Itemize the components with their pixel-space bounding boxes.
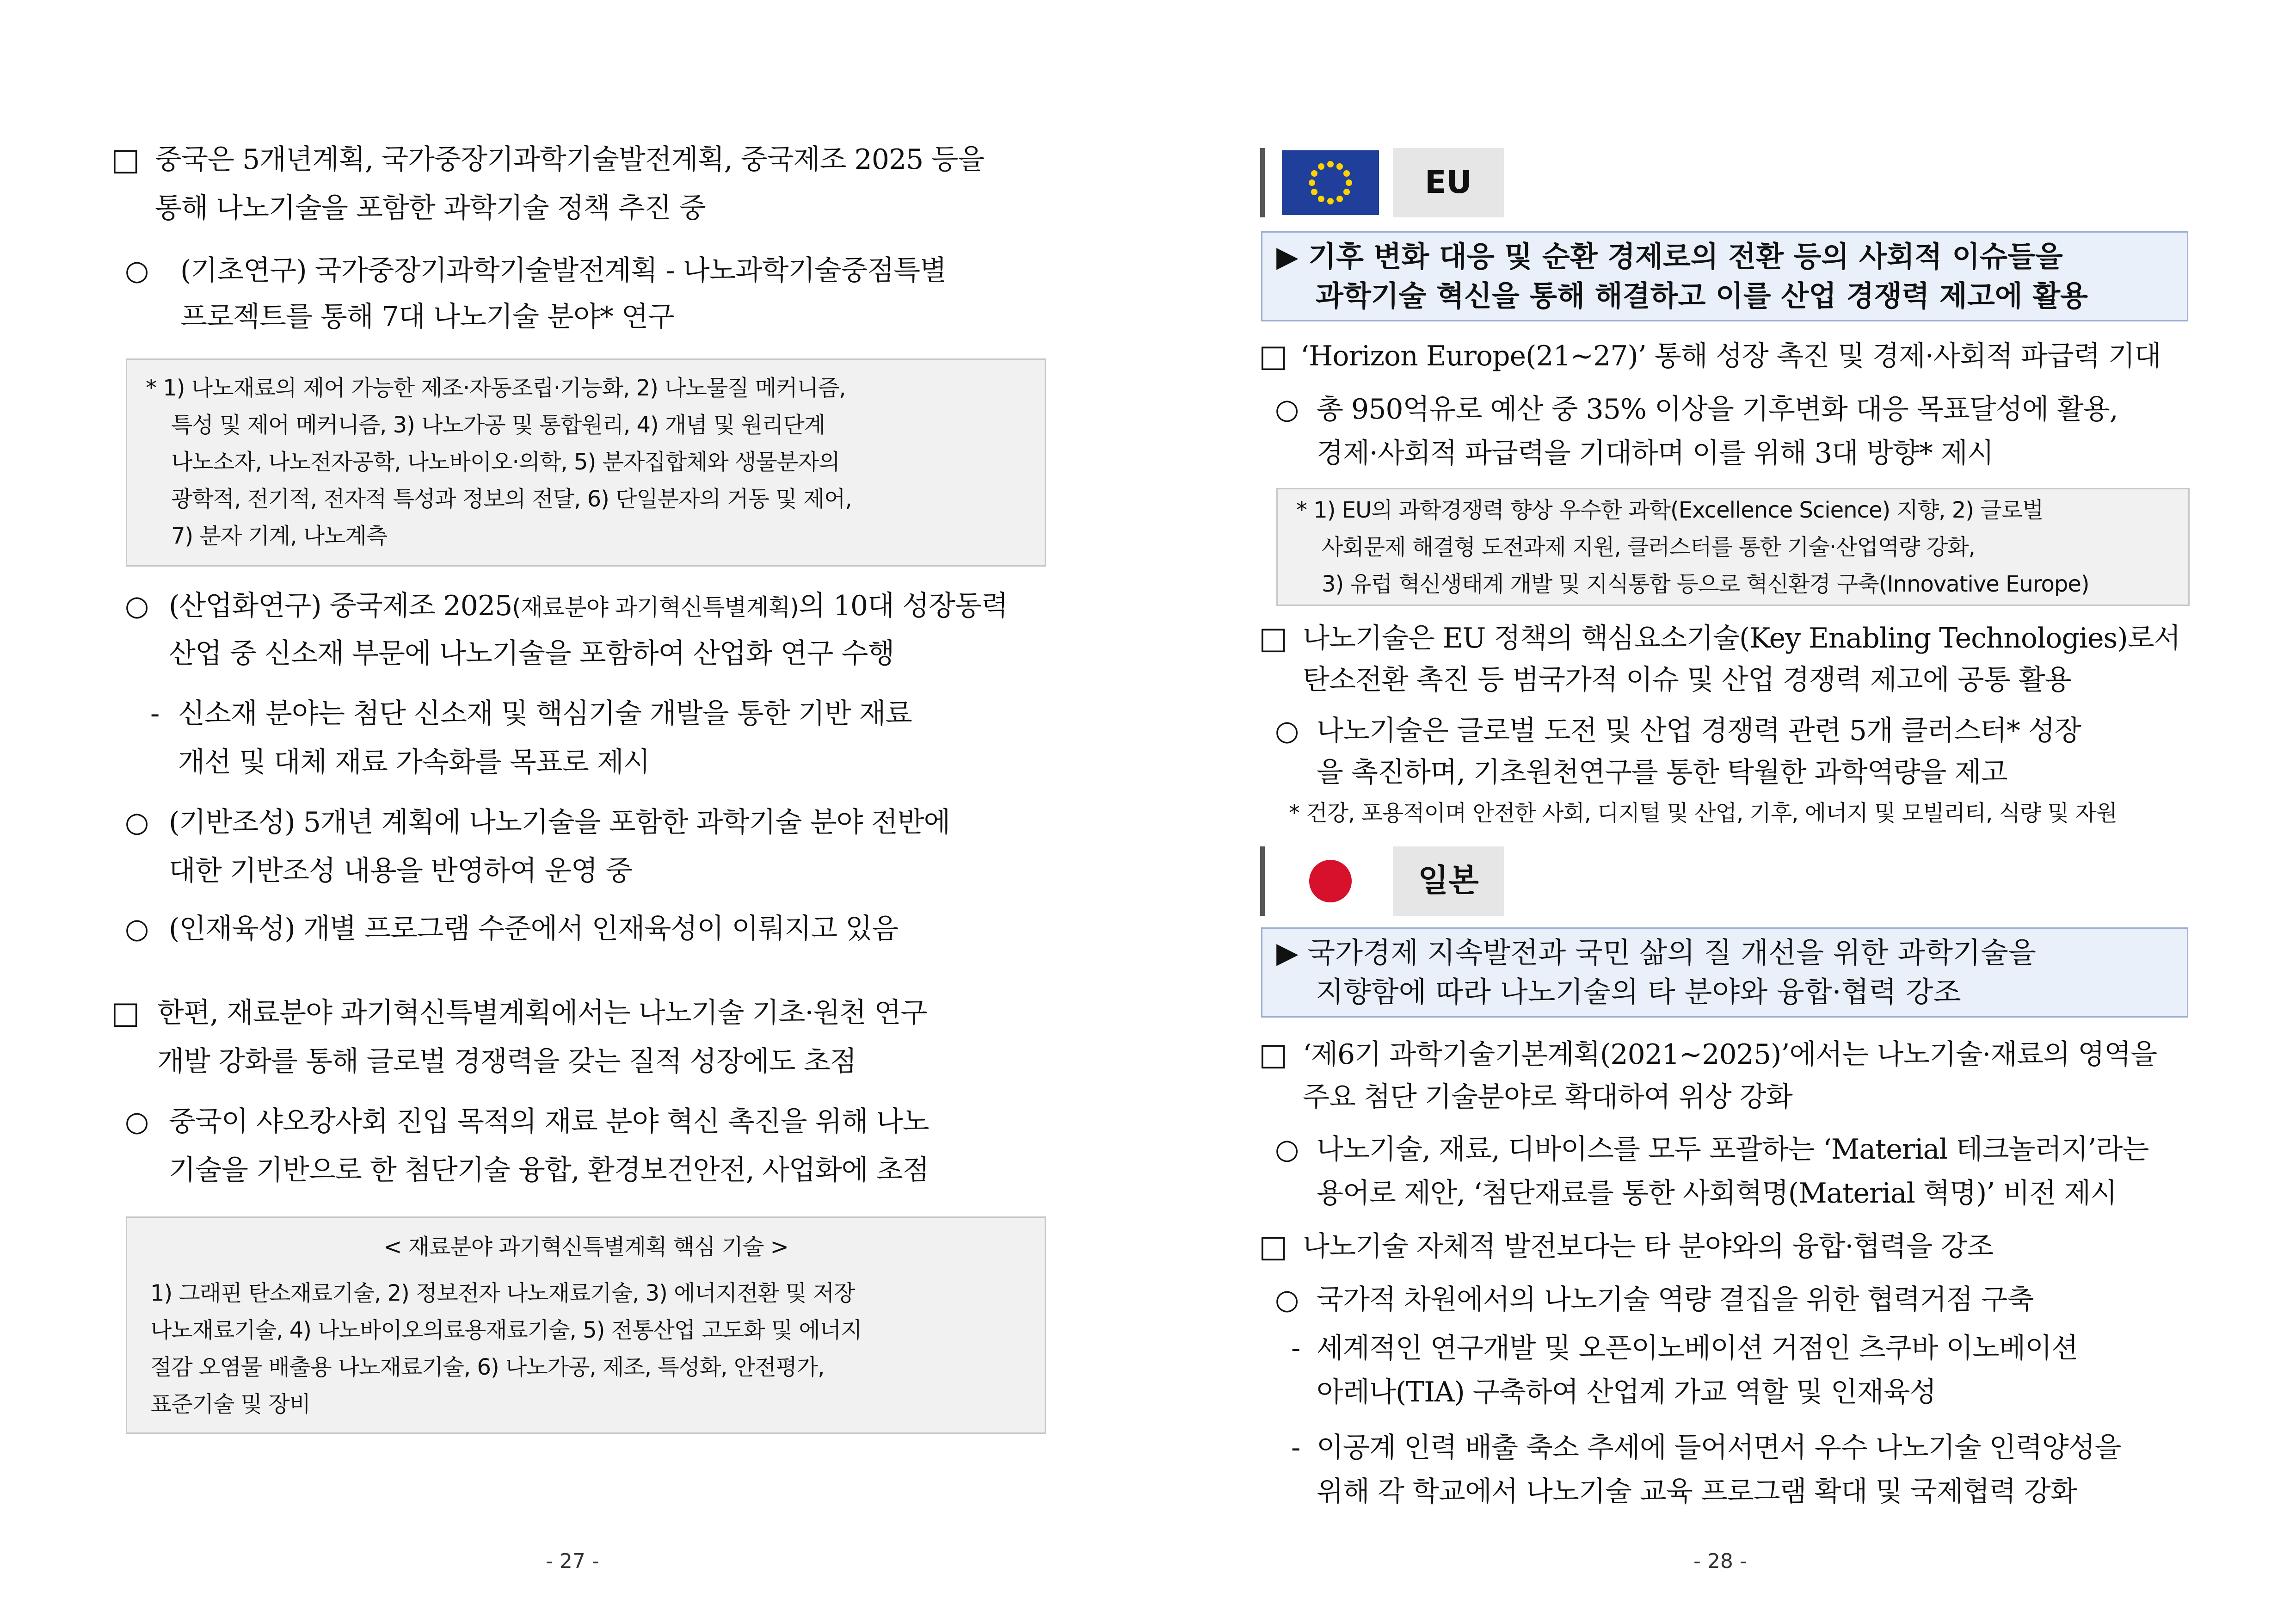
square-bullet: □ <box>1259 338 1287 374</box>
text-span: (산업화연구) 중국제조 2025 <box>169 590 512 622</box>
section-marker <box>1260 846 1265 916</box>
note-line: 3) 유럽 혁신생태계 개발 및 지식통합 등으로 혁신환경 구축(Innovative Europe) <box>1322 571 2089 597</box>
dash-bullet: - <box>1291 1332 1300 1364</box>
japan-summary-box <box>1261 927 2188 1018</box>
box-title: < 재료분야 과기혁신특별계획 핵심 기술 > <box>383 1234 788 1260</box>
note-line: * 1) EU의 과학경쟁력 향상 우수한 과학(Excellence Science) 지향, 2) 글로벌 <box>1296 497 2044 523</box>
footnote: * 건강, 포용적이며 안전한 사회, 디지털 및 산업, 기후, 에너지 및 모빌리티, 식량 및 자원 <box>1289 800 2117 826</box>
dash-bullet: - <box>1291 1432 1300 1464</box>
circle-bullet: ○ <box>1275 1133 1299 1166</box>
paragraph-line: (인재육성) 개별 프로그램 수준에서 인재육성이 이뤄지고 있음 <box>169 913 899 945</box>
paragraph-line: 위해 각 학교에서 나노기술 교육 프로그램 확대 및 국제협력 강화 <box>1317 1475 2077 1508</box>
note-line: 1) 그래핀 탄소재료기술, 2) 정보전자 나노재료기술, 3) 에너지전환 및 저장 <box>150 1280 855 1306</box>
paragraph-line: 국가적 차원에서의 나노기술 역량 결집을 위한 협력거점 구축 <box>1317 1284 2034 1316</box>
paragraph-line: 세계적인 연구개발 및 오픈이노베이션 거점인 츠쿠바 이노베이션 <box>1317 1332 2078 1364</box>
note-line: 사회문제 해결형 도전과제 지원, 클러스터를 통한 기술·산업역량 강화, <box>1322 534 1975 560</box>
summary-line: 과학기술 혁신을 통해 해결하고 이를 산업 경쟁력 제고에 활용 <box>1316 279 2088 313</box>
paragraph-line: 이공계 인력 배출 축소 추세에 들어서면서 우수 나노기술 인력양성을 <box>1317 1432 2121 1464</box>
paragraph-line: 총 950억유로 예산 중 35% 이상을 기후변화 대응 목표달성에 활용, <box>1317 393 2118 426</box>
footnote-box <box>1276 488 2190 606</box>
square-bullet: □ <box>1259 620 1287 656</box>
paragraph-line: 용어로 제안, ‘첨단재료를 통한 사회혁명(Material 혁명)’ 비전 제시 <box>1317 1177 2117 1210</box>
square-bullet: □ <box>111 142 140 177</box>
japan-flag-disc <box>1309 860 1352 902</box>
text-span: 의 10대 성장동력 <box>798 590 1008 622</box>
paragraph-line: 아레나(TIA) 구축하여 산업계 가교 역할 및 인재육성 <box>1317 1376 1936 1408</box>
note-line: 7) 분자 기계, 나노계측 <box>171 523 388 549</box>
summary-line: ▶ 국가경제 지속발전과 국민 삶의 질 개선을 위한 과학기술을 <box>1276 936 2036 969</box>
paragraph-line: 나노기술, 재료, 디바이스를 모두 포괄하는 ‘Material 테크놀러지’라는 <box>1317 1133 2149 1166</box>
paragraph-line: 나노기술은 EU 정책의 핵심요소기술(Key Enabling Technologies)로서 <box>1303 622 2180 654</box>
paragraph-line: 개발 강화를 통해 글로벌 경쟁력을 갖는 질적 성장에도 초점 <box>157 1045 856 1078</box>
page-28 <box>1148 0 2296 1617</box>
circle-bullet: ○ <box>125 913 149 945</box>
paragraph-line: 통해 나노기술을 포함한 과학기술 정책 추진 중 <box>155 192 706 224</box>
eu-summary-box <box>1261 231 2188 321</box>
paragraph-line: 을 촉진하며, 기초원천연구를 통한 탁월한 과학역량을 제고 <box>1317 756 2007 789</box>
paragraph-line: 프로젝트를 통해 7대 나노기술 분야* 연구 <box>180 301 674 333</box>
paragraph-line: 주요 첨단 기술분야로 확대하여 위상 강화 <box>1303 1081 1792 1113</box>
key-tech-box <box>126 1216 1046 1434</box>
paragraph-line: 나노기술 자체적 발전보다는 타 분야와의 융합·협력을 강조 <box>1303 1230 1994 1263</box>
text-span-small: (재료분야 과기혁신특별계획) <box>512 594 799 621</box>
paragraph-line: (기반조성) 5개년 계획에 나노기술을 포함한 과학기술 분야 전반에 <box>169 806 950 839</box>
paragraph-line: 개선 및 대체 재료 가속화를 목표로 제시 <box>178 746 650 778</box>
note-line: * 1) 나노재료의 제어 가능한 제조·자동조립·기능화, 2) 나노물질 메커니즘, <box>146 375 846 401</box>
summary-line: 지향함에 따라 나노기술의 타 분야와 융합·협력 강조 <box>1316 975 1961 1009</box>
dash-bullet: - <box>150 697 160 730</box>
paragraph-line: 경제·사회적 파급력을 기대하며 이를 위해 3대 방향* 제시 <box>1317 437 1994 469</box>
summary-line: ▶ 기후 변화 대응 및 순환 경제로의 전환 등의 사회적 이슈들을 <box>1276 240 2063 273</box>
page-number: - 27 - <box>546 1549 599 1573</box>
section-marker <box>1260 148 1265 217</box>
paragraph-line: 대한 기반조성 내용을 반영하여 운영 중 <box>169 855 632 887</box>
note-line: 표준기술 및 장비 <box>150 1391 311 1417</box>
note-line: 특성 및 제어 메커니즘, 3) 나노가공 및 통합원리, 4) 개념 및 원리단계 <box>171 412 825 438</box>
paragraph-line: ‘Horizon Europe(21~27)’ 통해 성장 촉진 및 경제·사회적 파급력 기대 <box>1300 340 2161 372</box>
paragraph-line: 탄소전환 촉진 등 범국가적 이슈 및 산업 경쟁력 제고에 공통 활용 <box>1303 664 2071 696</box>
circle-bullet: ○ <box>125 254 149 287</box>
paragraph-line: 중국은 5개년계획, 국가중장기과학기술발전계획, 중국제조 2025 등을 <box>155 143 985 176</box>
paragraph-line: (기초연구) 국가중장기과학기술발전계획 - 나노과학기술중점특별 <box>180 254 947 287</box>
country-label-japan: 일본 <box>1393 846 1504 916</box>
note-line: 광학적, 전기적, 전자적 특성과 정보의 전달, 6) 단일분자의 거동 및 제어, <box>171 486 852 512</box>
country-label-eu: EU <box>1393 148 1504 217</box>
circle-bullet: ○ <box>125 590 149 622</box>
square-bullet: □ <box>1259 1037 1287 1072</box>
square-bullet: □ <box>1259 1228 1287 1264</box>
note-line: 나노소자, 나노전자공학, 나노바이오·의학, 5) 분자집합체와 생물분자의 <box>171 449 840 475</box>
japan-flag-icon <box>1282 849 1379 913</box>
circle-bullet: ○ <box>125 1105 149 1138</box>
paragraph-line <box>169 587 1008 624</box>
paragraph-line: 기술을 기반으로 한 첨단기술 융합, 환경보건안전, 사업화에 초점 <box>169 1154 929 1186</box>
circle-bullet: ○ <box>125 806 149 839</box>
paragraph-line: 신소재 분야는 첨단 신소재 및 핵심기술 개발을 통한 기반 재료 <box>178 697 912 730</box>
circle-bullet: ○ <box>1275 715 1299 747</box>
paragraph-line: 한편, 재료분야 과기혁신특별계획에서는 나노기술 기초·원천 연구 <box>157 997 927 1029</box>
page-number: - 28 - <box>1693 1549 1747 1573</box>
eu-flag-icon <box>1282 150 1379 215</box>
circle-bullet: ○ <box>1275 1284 1299 1316</box>
paragraph-line: 나노기술은 글로벌 도전 및 산업 경쟁력 관련 5개 클러스터* 성장 <box>1317 715 2081 747</box>
paragraph-line: 중국이 샤오캉사회 진입 목적의 재료 분야 혁신 촉진을 위해 나노 <box>169 1105 929 1138</box>
square-bullet: □ <box>111 995 140 1031</box>
circle-bullet: ○ <box>1275 393 1299 426</box>
paragraph-line: 산업 중 신소재 부문에 나노기술을 포함하여 산업화 연구 수행 <box>169 637 894 670</box>
footnote-box <box>126 358 1046 567</box>
paragraph-line: ‘제6기 과학기술기본계획(2021~2025)’에서는 나노기술·재료의 영역을 <box>1303 1038 2157 1071</box>
note-line: 나노재료기술, 4) 나노바이오의료용재료기술, 5) 전통산업 고도화 및 에너지 <box>150 1317 862 1343</box>
note-line: 절감 오염물 배출용 나노재료기술, 6) 나노가공, 제조, 특성화, 안전평가, <box>150 1354 825 1380</box>
